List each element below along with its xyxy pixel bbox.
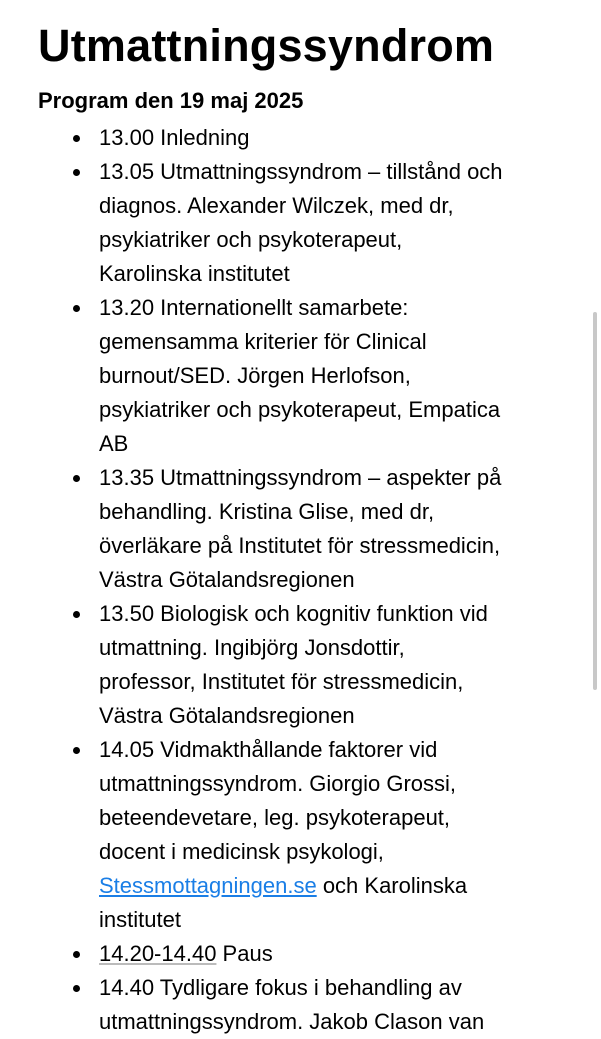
stessmottagningen-link[interactable]: Stessmottagningen.se	[99, 873, 317, 898]
item-text: utmattningssyndrom. Jakob Clason van	[99, 1009, 485, 1034]
list-item	[0, 937, 601, 971]
bullet-icon	[73, 951, 80, 958]
item-text: institutet	[99, 907, 181, 932]
time-range-link[interactable]: 14.20-14.40	[99, 941, 217, 966]
list-item	[0, 597, 601, 733]
bullet-icon	[73, 305, 80, 312]
bullet-icon	[73, 747, 80, 754]
item-text: 13.05 Utmattningssyndrom – tillstånd och	[99, 159, 503, 184]
scrollbar[interactable]	[593, 312, 597, 690]
bullet-icon	[73, 475, 80, 482]
item-text: utmattningssyndrom. Giorgio Grossi,	[99, 771, 457, 796]
item-text: psykiatriker och psykoterapeut,	[99, 227, 403, 252]
item-text: och Karolinska	[316, 873, 468, 898]
bullet-icon	[73, 135, 80, 142]
item-text: utmattning. Ingibjörg Jonsdottir,	[99, 635, 405, 660]
list-item	[0, 121, 601, 155]
item-text: Västra Götalandsregionen	[99, 703, 355, 728]
bullet-icon	[73, 169, 80, 176]
item-text: behandling. Kristina Glise, med dr,	[99, 499, 435, 524]
item-text: 14.05 Vidmakthållande faktorer vid	[99, 737, 438, 762]
program-date-heading: Program den 19 maj 2025	[38, 88, 304, 113]
list-item	[0, 971, 601, 1039]
list-item	[0, 291, 601, 461]
item-text: diagnos. Alexander Wilczek, med dr,	[99, 193, 454, 218]
item-text: Paus	[216, 941, 273, 966]
item-text: gemensamma kriterier för Clinical	[99, 329, 427, 354]
item-text: 13.35 Utmattningssyndrom – aspekter på	[99, 465, 502, 490]
list-item	[0, 733, 601, 937]
item-text: Västra Götalandsregionen	[99, 567, 355, 592]
list-item	[0, 155, 601, 291]
bullet-icon	[73, 611, 80, 618]
bullet-icon	[73, 985, 80, 992]
item-text	[99, 937, 601, 971]
item-text: överläkare på Institutet för stressmedicin,	[99, 533, 501, 558]
item-text: docent i medicinsk psykologi,	[99, 839, 384, 864]
item-text: burnout/SED. Jörgen Herlofson,	[99, 363, 411, 388]
list-item	[0, 461, 601, 597]
item-text: 14.40 Tydligare fokus i behandling av	[99, 975, 462, 1000]
item-text: Karolinska institutet	[99, 261, 290, 286]
item-text: 13.20 Internationellt samarbete:	[99, 295, 409, 320]
item-text	[99, 869, 601, 903]
page-title: Utmattningssyndrom	[38, 20, 495, 71]
item-text: psykiatriker och psykoterapeut, Empatica	[99, 397, 501, 422]
item-text: beteendevetare, leg. psykoterapeut,	[99, 805, 451, 830]
item-text: 13.00 Inledning	[99, 125, 250, 150]
item-text: professor, Institutet för stressmedicin,	[99, 669, 464, 694]
program-list	[0, 121, 601, 1039]
item-text: AB	[99, 431, 129, 456]
item-text: 13.50 Biologisk och kognitiv funktion vid	[99, 601, 488, 626]
